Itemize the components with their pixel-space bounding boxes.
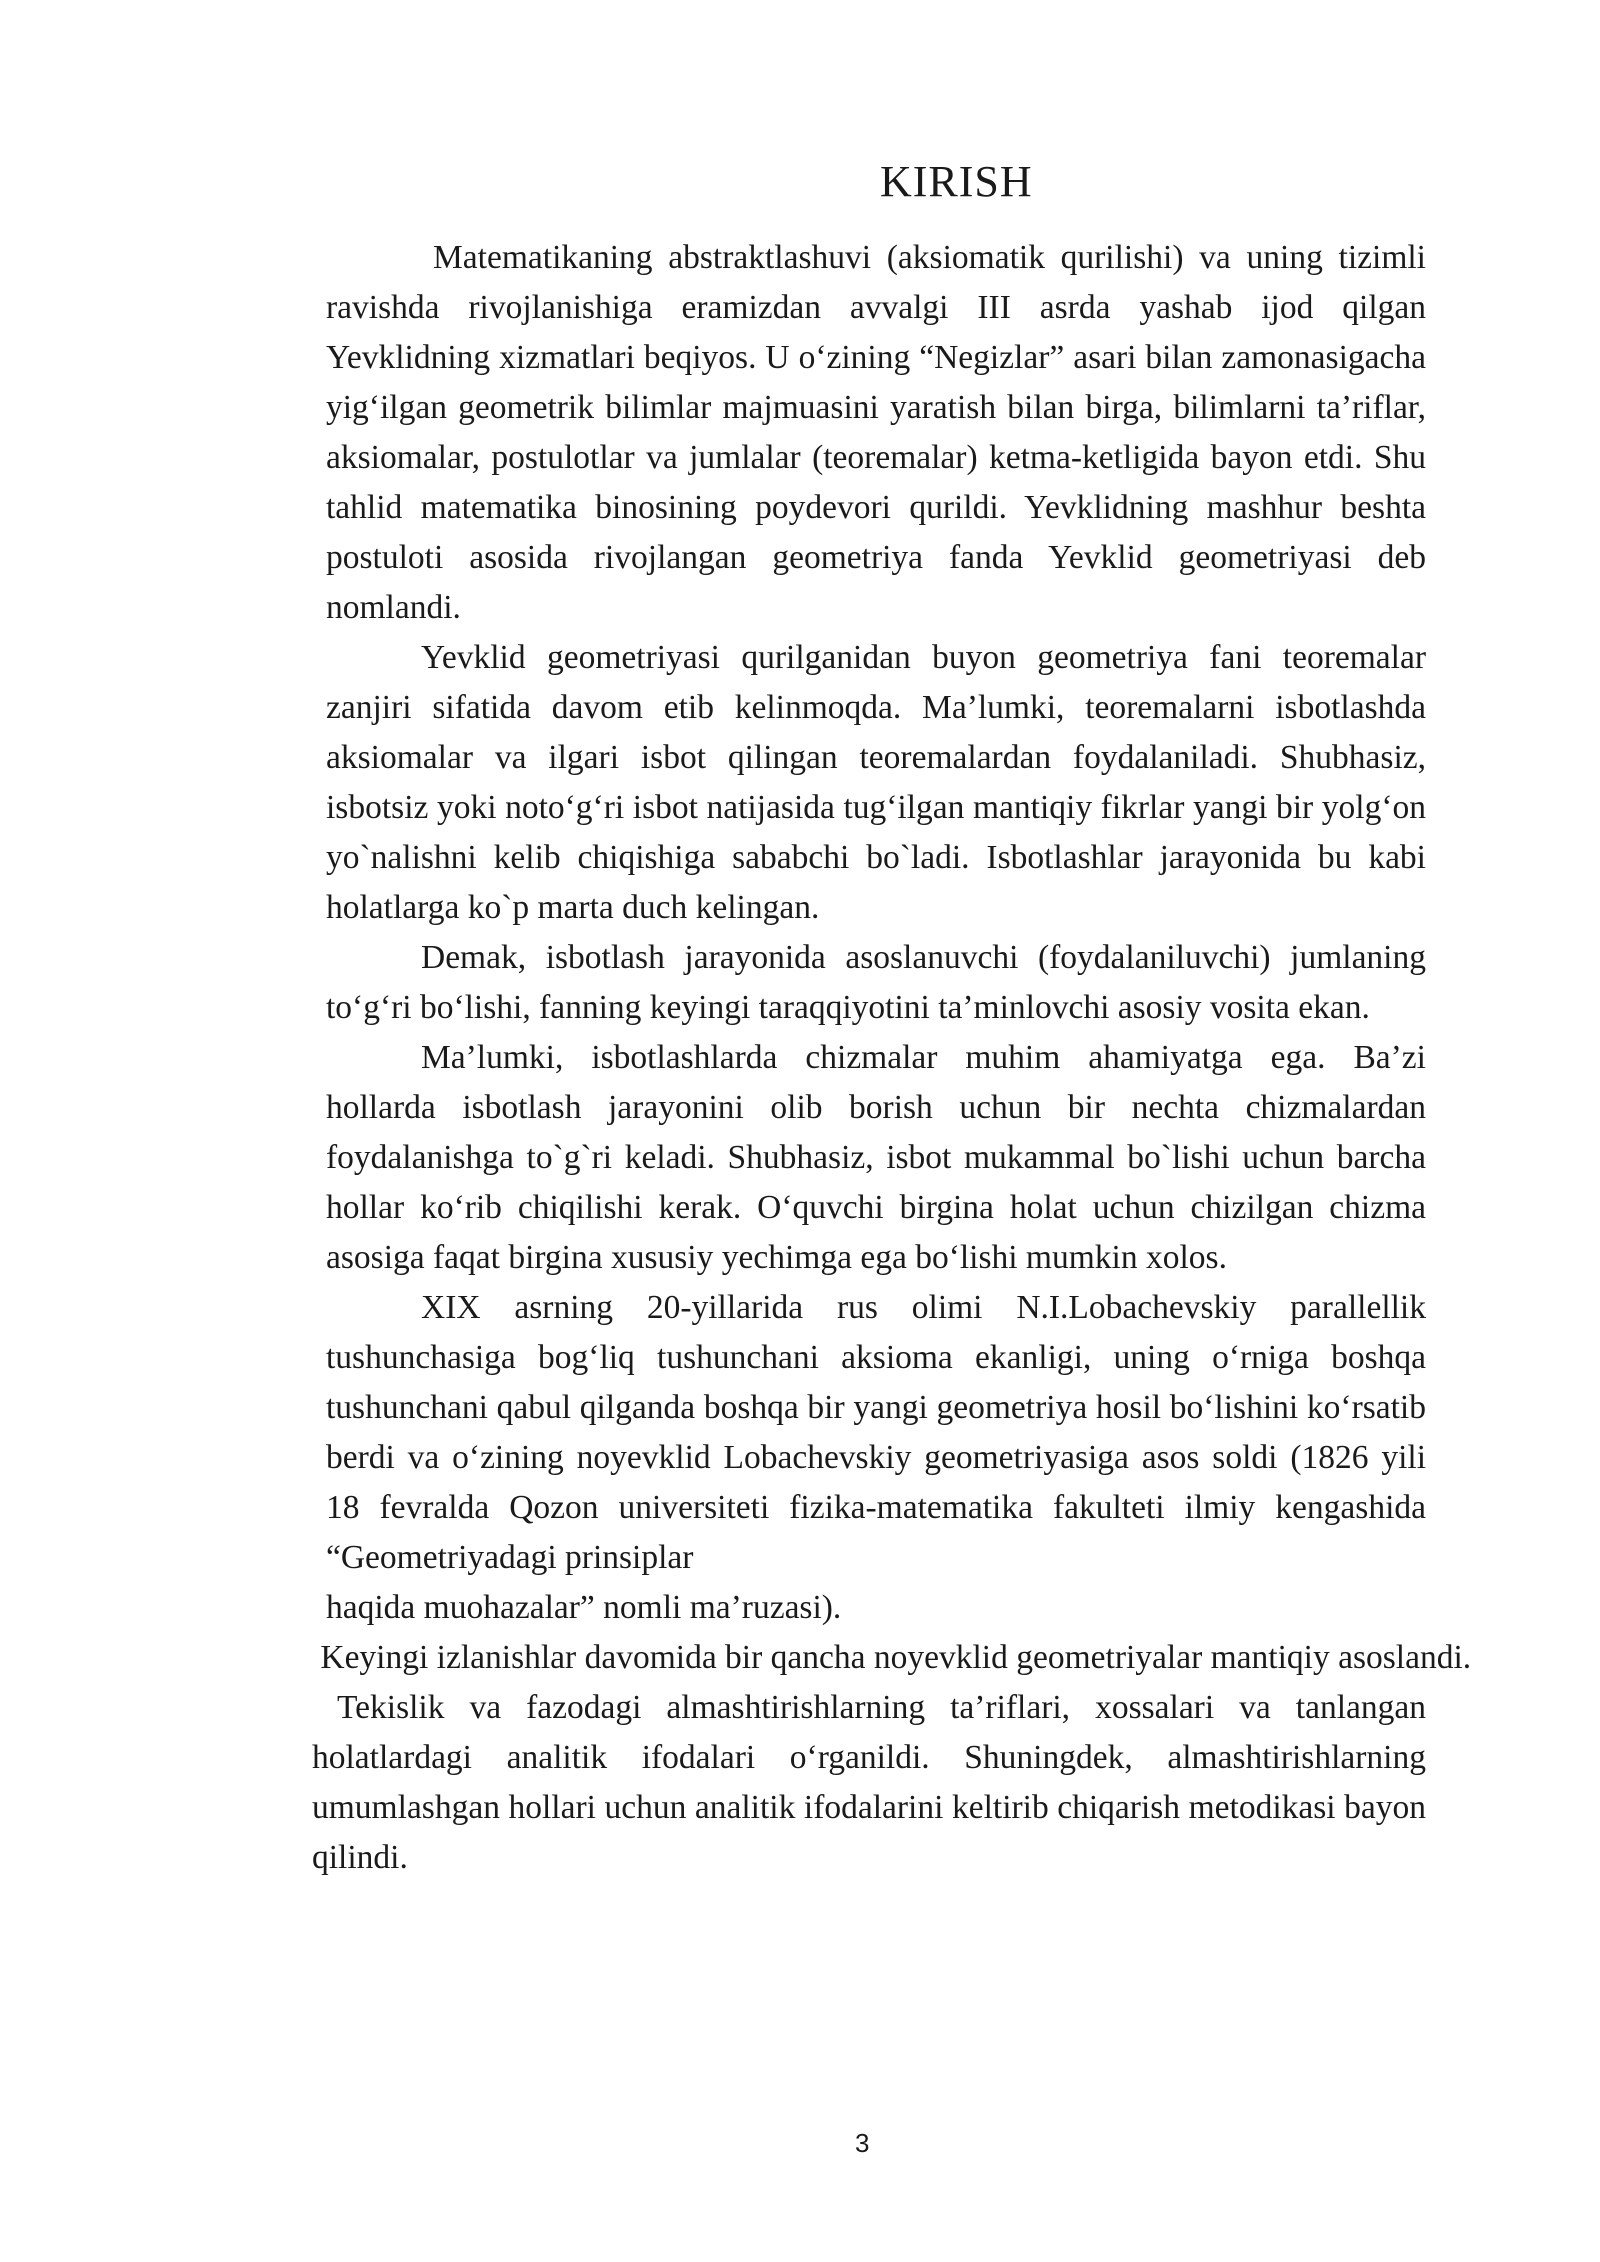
paragraph-5: XIX asrning 20-yillarida rus olimi N.I.Lobachevskiy parallellik tushunchasiga bog‘liq tushunchani aksioma ekanligi, uning o‘rniga boshqa tushunchani qabul qilganda boshqa bir yangi geometriya hosil bo‘lishini ko‘rsatib berdi va o‘zining noyevklid Lobachevskiy geometriyasiga asos soldi (1826 yili 18 fevralda Qozon universiteti fizika-matematika fakulteti ilmiy kengashida “Geometriyadagi prinsiplar — [326, 1289, 1426, 1576]
body-text — [312, 233, 1472, 1883]
paragraph-6: Keyingi izlanishlar davomida bir qancha noyevklid geometriyalar mantiqiy asoslandi. — [312, 1639, 1472, 1676]
page-number: 3 — [855, 2128, 870, 2158]
paragraph-3: Demak, isbotlash jarayonida asoslanuvchi (foydalaniluvchi) jumlaning to‘g‘ri bo‘lishi, fanning keyingi taraqqiyotini ta’minlovchi asosiy vosita ekan. — [326, 939, 1426, 1026]
paragraph-7: Tekislik va fazodagi almashtirishlarning ta’riflari, xossalari va tanlangan holatlardagi analitik ifodalari o‘rganildi. Shuningdek, almashtirishlarning umumlashgan hollari uchun analitik ifodalarini keltirib chiqarish metodikasi bayon qilindi. — [312, 1689, 1435, 1876]
page-title: KIRISH — [880, 157, 1033, 206]
paragraph-2: Yevklid geometriyasi qurilganidan buyon geometriya fani teoremalar zanjiri sifatida davom etib kelinmoqda. Ma’lumki, teoremalarni isbotlashda aksiomalar va ilgari isbot qilingan teoremalardan foydalaniladi. Shubhasiz, isbotsiz yoki noto‘g‘ri isbot natijasida tug‘ilgan mantiqiy fikrlar yangi bir yolg‘on yo`nalishni kelib chiqishiga sababchi bo`ladi. Isbotlashlar jarayonida bu kabi holatlarga ko`p marta duch kelingan. — [326, 639, 1426, 926]
paragraph-4: Ma’lumki, isbotlashlarda chizmalar muhim ahamiyatga ega. Ba’zi hollarda isbotlash jarayonini olib borish uchun bir nechta chizmalardan foydalanishga to`g`ri keladi. Shubhasiz, isbot mukammal bo`lishi uchun barcha hollar ko‘rib chiqilishi kerak. O‘quvchi birgina holat uchun chizilgan chizma asosiga faqat birgina xususiy yechimga ega bo‘lishi mumkin xolos. — [326, 1039, 1426, 1276]
paragraph-5-continuation: haqida muohazalar” nomli ma’ruzasi). — [326, 1589, 842, 1626]
paragraph-1: Matematikaning abstraktlashuvi (aksiomatik qurilishi) va uning tizimli ravishda rivojlanishiga eramizdan avvalgi III asrda yashab ijod qilgan Yevklidning xizmatlari beqiyos. U o‘zining “Negizlar” asari bilan zamonasigacha yig‘ilgan geometrik bilimlar majmuasini yaratish bilan birga, bilimlarni ta’riflar, aksiomalar, postulotlar va jumlalar (teoremalar) ketma-ketligida bayon etdi. Shu tahlid matematika binosining poydevori qurildi. Yevklidning mashhur beshta postuloti asosida rivojlangan geometriya fanda Yevklid geometriyasi deb nomlandi. — [326, 239, 1426, 626]
